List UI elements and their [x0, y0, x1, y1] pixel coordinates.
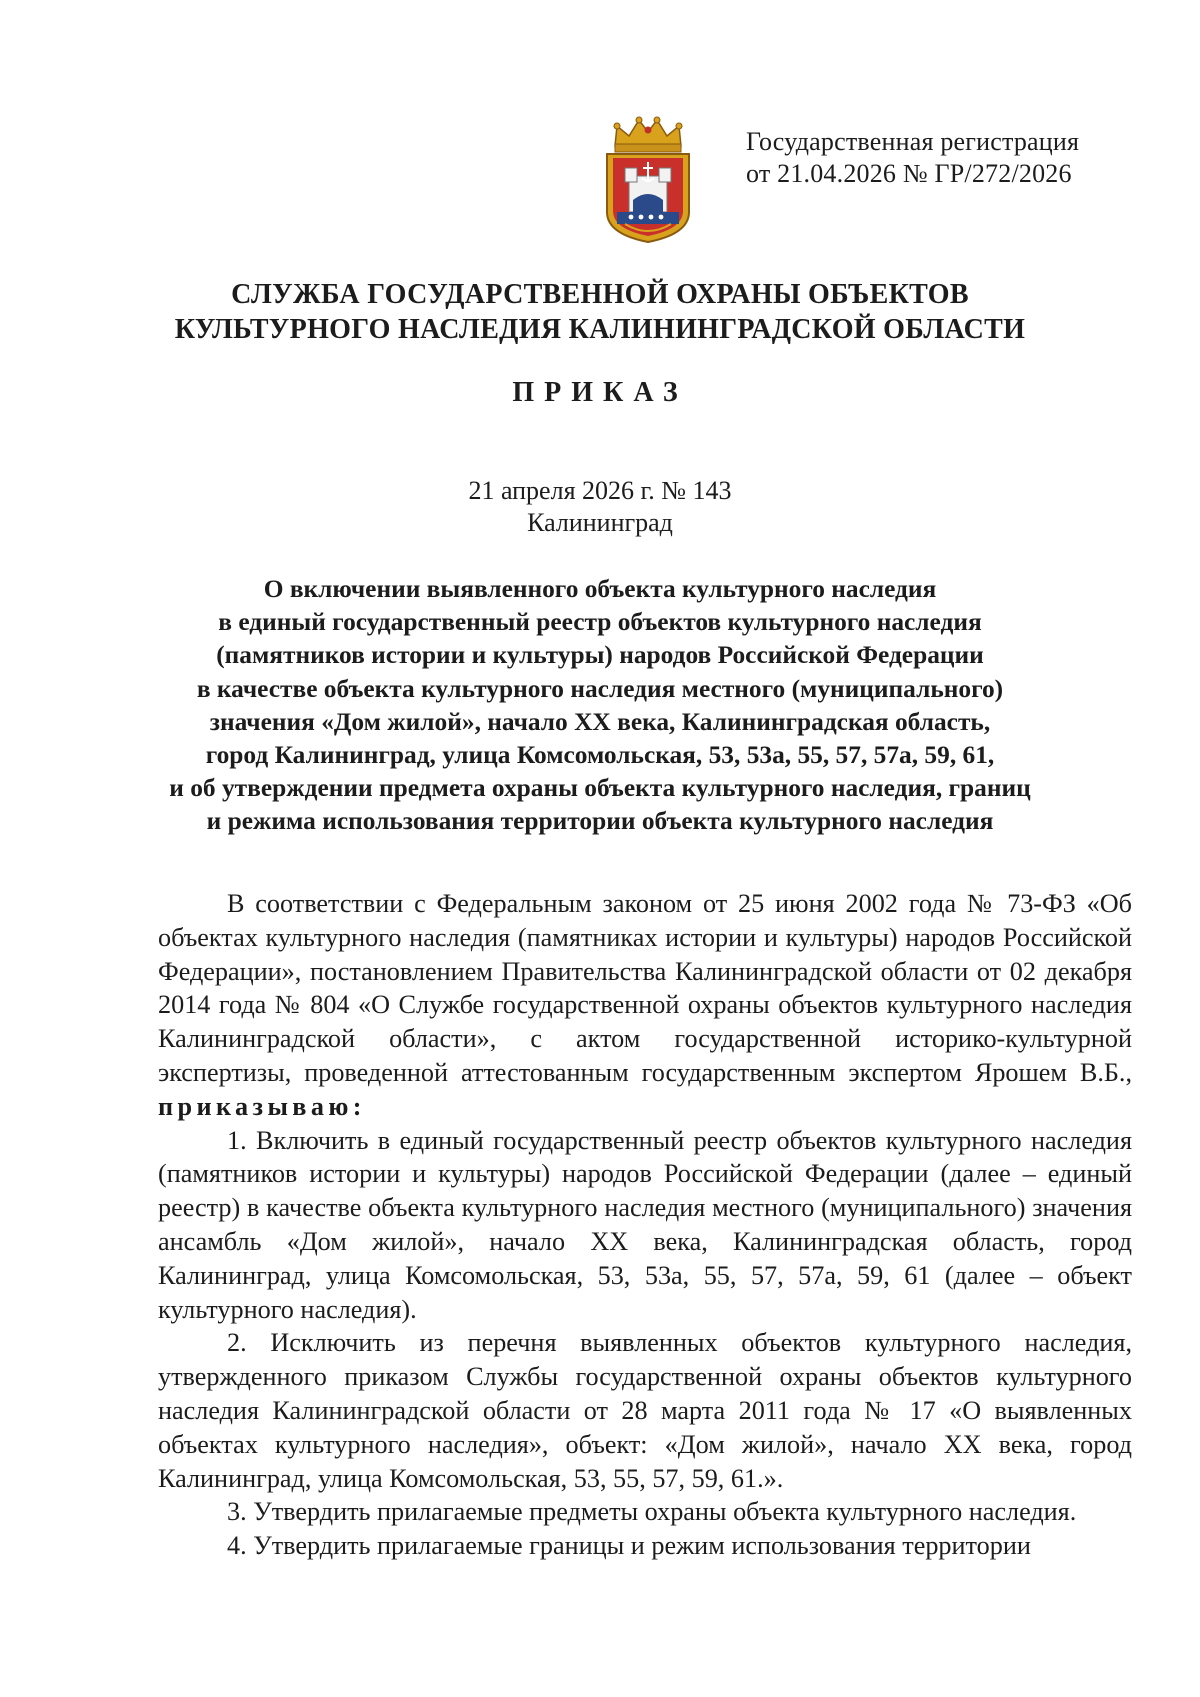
organization-title-line: СЛУЖБА ГОСУДАРСТВЕННОЙ ОХРАНЫ ОБЪЕКТОВ — [231, 279, 969, 310]
order-item: 4. Утвердить прилагаемые границы и режим использования территории — [227, 1531, 1031, 1561]
order-item: 2. Исключить из перечня выявленных объектов культурного наследия, утвержденного приказом Службы государственной охраны объектов культурного наследия Калининградской области от 28 марта 2011 года № 17 «О выявленных объектах культурного наследия», объект: «Дом жилой», начало XX века, город Калининград, улица Комсомольская, 53, 55, 57, 59, 61.». — [158, 1328, 1132, 1493]
order-item: 1. Включить в единый государственный реестр объектов культурного наследия (памятников истории и культуры) народов Российской Федерации (далее – единый реестр) в качестве объекта культурного наследия местного (муниципального) значения ансамбль «Дом жилой», начало XX века, Калининградская область, город Калининград, улица Комсомольская, 53, 53а, 55, 57, 57а, 59, 61 (далее – объект культурного наследия). — [158, 1125, 1132, 1324]
subject-line: (памятников истории и культуры) народов Российской Федерации — [216, 641, 984, 670]
subject-line: О включении выявленного объекта культурного наследия — [263, 575, 937, 603]
subject-line: город Калининград, улица Комсомольская, 53, 53а, 55, 57, 57а, 59, 61, — [205, 741, 995, 770]
document-body — [158, 887, 1132, 1563]
document-city: Калининград — [527, 508, 673, 537]
registration-number: от 21.04.2026 № ГР/272/2026 — [746, 159, 1072, 188]
preamble-paragraph — [158, 887, 1132, 1124]
organization-title — [100, 277, 1100, 347]
registration-line: Государственная регистрация — [746, 127, 1080, 156]
subject-line: в единый государственный реестр объектов культурного наследия — [218, 608, 982, 637]
order-item: 3. Утвердить прилагаемые предметы охраны объекта культурного наследия. — [227, 1497, 1077, 1527]
subject-line: и об утверждении предмета охраны объекта культурного наследия, границ — [169, 774, 1031, 803]
organization-title-line: КУЛЬТУРНОГО НАСЛЕДИЯ КАЛИНИНГРАДСКОЙ ОБЛАСТИ — [174, 314, 1026, 345]
document-type: ПРИКАЗ — [512, 377, 688, 408]
registration-block — [746, 126, 1166, 190]
coat-of-arms-icon — [603, 116, 693, 244]
document-subject — [100, 573, 1100, 839]
subject-line: значения «Дом жилой», начало XX века, Калининградская область, — [209, 707, 991, 736]
preamble-text: В соответствии с Федеральным законом от 25 июня 2002 года № 73-ФЗ «Об объектах культурного наследия (памятниках истории и культуры) народов Российской Федерации», постановлением Правительства Калининградской области от 02 декабря 2014 года № 804 «О Службе государственной охраны объектов культурного наследия Калининградской области», с актом государственной историко-культурной экспертизы, проведенной аттестованным государственным экспертом Ярошем В.Б., — [158, 889, 1132, 1087]
subject-line: в качестве объекта культурного наследия местного (муниципального) — [196, 674, 1004, 703]
order-word: приказываю: — [158, 1091, 366, 1121]
document-date-number: 21 апреля 2026 г. № 143 — [468, 476, 732, 505]
subject-line: и режима использования территории объекта культурного наследия — [206, 807, 994, 836]
